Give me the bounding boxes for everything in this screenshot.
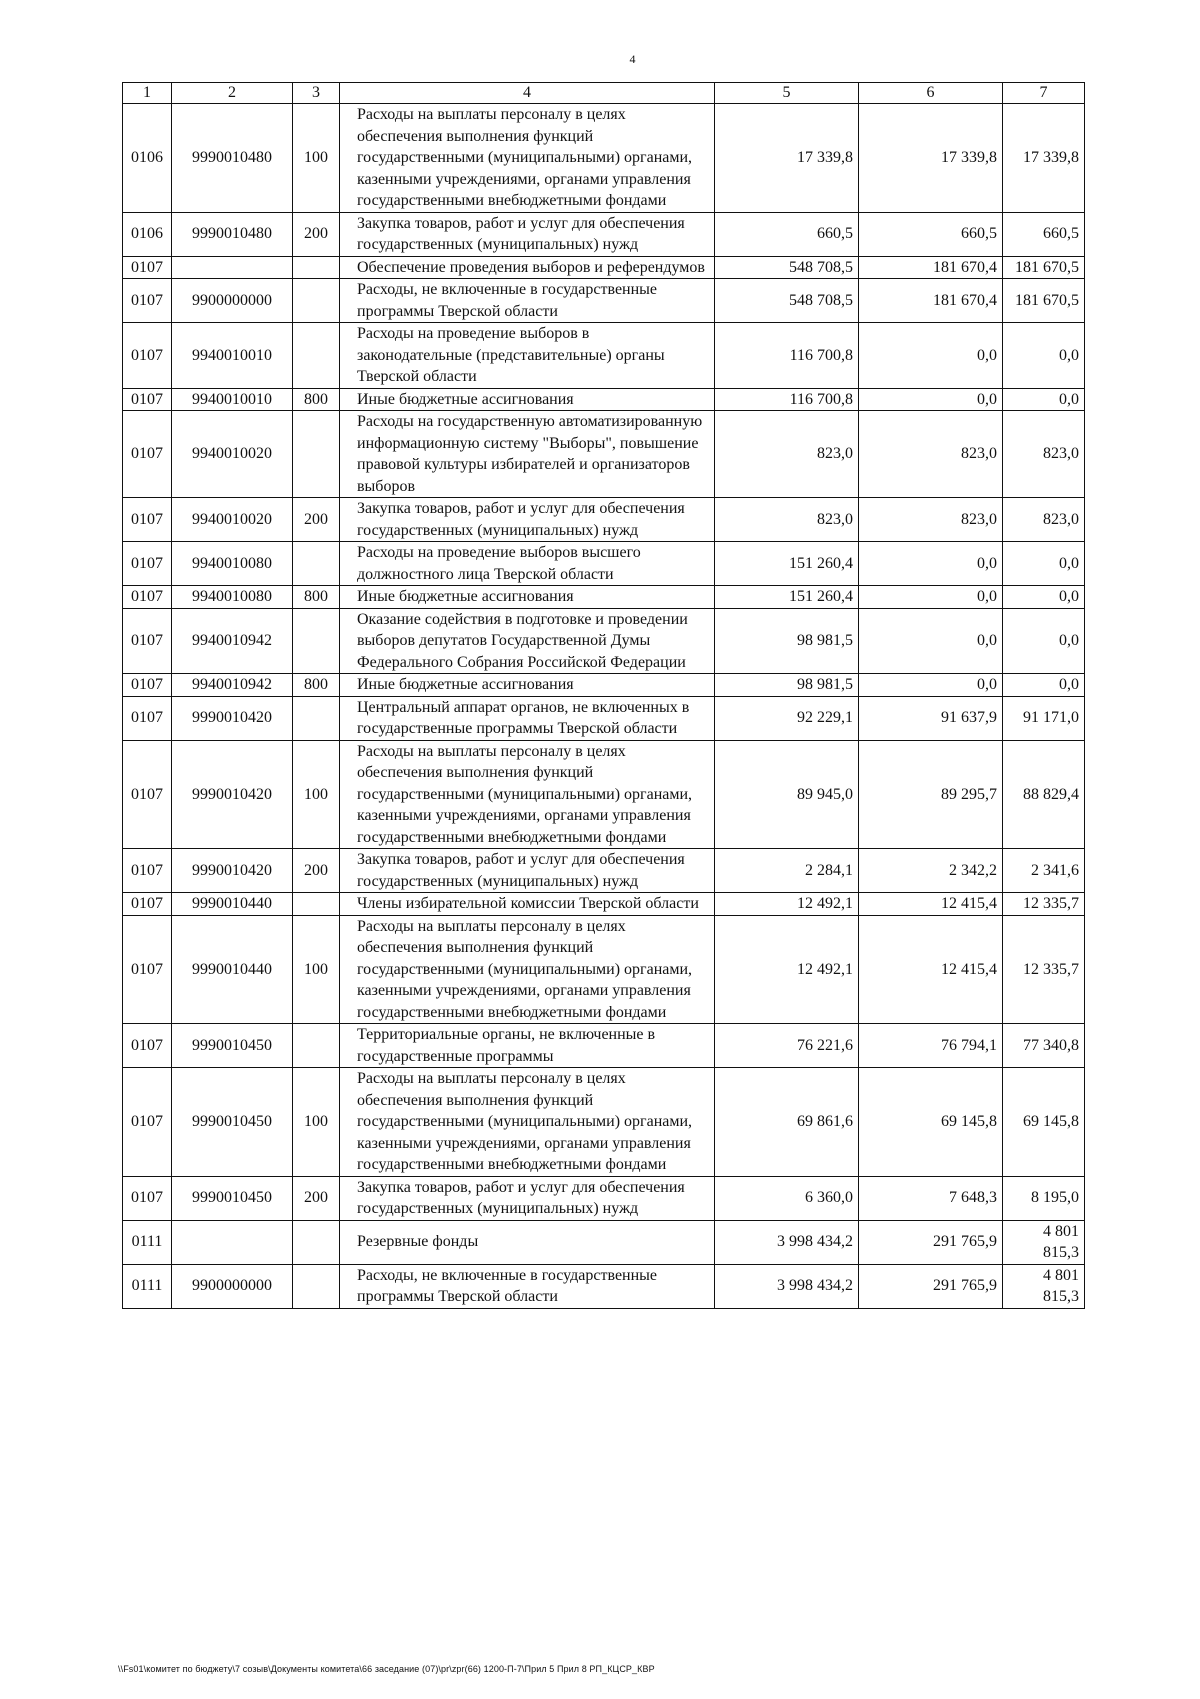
- target-article-cell: [172, 256, 293, 279]
- amount-cell-col7: 181 670,5: [1003, 279, 1085, 323]
- expense-type-cell: [293, 893, 340, 916]
- description-cell: Иные бюджетные ассигнования: [340, 674, 715, 697]
- expense-type-cell: [293, 1264, 340, 1308]
- description-cell: Расходы на выплаты персоналу в целях обеспечения выполнения функций государственными (муниципальными) органами, казенными учреждениями, органами управления государственными внебюджетными фондами: [340, 915, 715, 1024]
- description-cell: Расходы на проведение выборов в законодательные (представительные) органы Тверской области: [340, 323, 715, 389]
- table-header-row: [123, 83, 1085, 104]
- amount-cell-col7: 0,0: [1003, 608, 1085, 674]
- section-code-cell: 0107: [123, 323, 172, 389]
- amount-cell-col6: 291 765,9: [859, 1264, 1003, 1308]
- target-article-cell: 9990010420: [172, 849, 293, 893]
- section-code-cell: 0111: [123, 1220, 172, 1264]
- amount-cell-col6: 76 794,1: [859, 1024, 1003, 1068]
- target-article-cell: 9940010080: [172, 586, 293, 609]
- target-article-cell: 9990010450: [172, 1176, 293, 1220]
- expense-type-cell: 800: [293, 586, 340, 609]
- description-cell: Иные бюджетные ассигнования: [340, 388, 715, 411]
- amount-cell-col5: 548 708,5: [715, 256, 859, 279]
- amount-cell-col6: 69 145,8: [859, 1068, 1003, 1177]
- table-row: [123, 915, 1085, 1024]
- amount-cell-col6: 12 415,4: [859, 915, 1003, 1024]
- amount-cell-col6: 0,0: [859, 542, 1003, 586]
- amount-cell-col6: 181 670,4: [859, 279, 1003, 323]
- expense-type-cell: 200: [293, 1176, 340, 1220]
- amount-cell-col5: 660,5: [715, 212, 859, 256]
- target-article-cell: 9940010010: [172, 388, 293, 411]
- amount-cell-col7: 0,0: [1003, 674, 1085, 697]
- expense-type-cell: [293, 696, 340, 740]
- target-article-cell: 9900000000: [172, 279, 293, 323]
- column-header: 4: [340, 83, 715, 104]
- expense-type-cell: [293, 411, 340, 498]
- amount-cell-col5: 116 700,8: [715, 388, 859, 411]
- expense-type-cell: [293, 279, 340, 323]
- amount-cell-col7: 823,0: [1003, 498, 1085, 542]
- description-cell: Расходы на выплаты персоналу в целях обеспечения выполнения функций государственными (муниципальными) органами, казенными учреждениями, органами управления государственными внебюджетными фондами: [340, 740, 715, 849]
- description-cell: Члены избирательной комиссии Тверской области: [340, 893, 715, 916]
- section-code-cell: 0107: [123, 498, 172, 542]
- table-row: [123, 1264, 1085, 1308]
- amount-cell-col6: 89 295,7: [859, 740, 1003, 849]
- table-row: [123, 740, 1085, 849]
- expense-type-cell: 100: [293, 1068, 340, 1177]
- section-code-cell: 0107: [123, 893, 172, 916]
- expense-type-cell: 200: [293, 212, 340, 256]
- amount-cell-col7: 12 335,7: [1003, 915, 1085, 1024]
- amount-cell-col6: 660,5: [859, 212, 1003, 256]
- file-path-footer: \\Fs01\комитет по бюджету\7 созыв\Документы комитета\66 заседание (07)\pr\zpr(66) 1200-П-7\Прил 5 Прил 8 РП_КЦСР_КВР: [118, 1664, 655, 1674]
- description-cell: Оказание содействия в подготовке и проведении выборов депутатов Государственной Думы Федерального Собрания Российской Федерации: [340, 608, 715, 674]
- page-number: 4: [629, 52, 636, 66]
- section-code-cell: 0107: [123, 740, 172, 849]
- table-row: [123, 256, 1085, 279]
- table-row: [123, 212, 1085, 256]
- amount-cell-col6: 17 339,8: [859, 104, 1003, 213]
- amount-cell-col5: 76 221,6: [715, 1024, 859, 1068]
- table-row: [123, 498, 1085, 542]
- description-cell: Иные бюджетные ассигнования: [340, 586, 715, 609]
- column-header: 2: [172, 83, 293, 104]
- section-code-cell: 0107: [123, 411, 172, 498]
- description-cell: Расходы на проведение выборов высшего должностного лица Тверской области: [340, 542, 715, 586]
- column-header: 6: [859, 83, 1003, 104]
- amount-cell-col5: 12 492,1: [715, 915, 859, 1024]
- amount-cell-col7: 0,0: [1003, 586, 1085, 609]
- amount-cell-col6: 823,0: [859, 411, 1003, 498]
- section-code-cell: 0107: [123, 256, 172, 279]
- description-cell: Закупка товаров, работ и услуг для обеспечения государственных (муниципальных) нужд: [340, 849, 715, 893]
- section-code-cell: 0107: [123, 1024, 172, 1068]
- description-cell: Территориальные органы, не включенные в государственные программы: [340, 1024, 715, 1068]
- description-cell: Обеспечение проведения выборов и референдумов: [340, 256, 715, 279]
- table-row: [123, 323, 1085, 389]
- amount-cell-col6: 0,0: [859, 608, 1003, 674]
- amount-cell-col5: 98 981,5: [715, 608, 859, 674]
- target-article-cell: 9940010020: [172, 498, 293, 542]
- amount-cell-col5: 89 945,0: [715, 740, 859, 849]
- expense-type-cell: 800: [293, 674, 340, 697]
- table-row: [123, 608, 1085, 674]
- amount-cell-col6: 0,0: [859, 323, 1003, 389]
- description-cell: Резервные фонды: [340, 1220, 715, 1264]
- amount-cell-col7: 4 801 815,3: [1003, 1220, 1085, 1264]
- amount-cell-col5: 823,0: [715, 411, 859, 498]
- description-cell: Центральный аппарат органов, не включенных в государственные программы Тверской области: [340, 696, 715, 740]
- expense-type-cell: [293, 323, 340, 389]
- amount-cell-col6: 0,0: [859, 586, 1003, 609]
- table-row: [123, 1176, 1085, 1220]
- description-cell: Расходы, не включенные в государственные программы Тверской области: [340, 1264, 715, 1308]
- expense-type-cell: [293, 1024, 340, 1068]
- column-header: 7: [1003, 83, 1085, 104]
- section-code-cell: 0106: [123, 212, 172, 256]
- description-cell: Расходы на государственную автоматизированную информационную систему "Выборы", повышение правовой культуры избирателей и организаторов выборов: [340, 411, 715, 498]
- description-cell: Расходы, не включенные в государственные программы Тверской области: [340, 279, 715, 323]
- table-row: [123, 1024, 1085, 1068]
- table-row: [123, 1220, 1085, 1264]
- description-cell: Расходы на выплаты персоналу в целях обеспечения выполнения функций государственными (муниципальными) органами, казенными учреждениями, органами управления государственными внебюджетными фондами: [340, 104, 715, 213]
- amount-cell-col7: 77 340,8: [1003, 1024, 1085, 1068]
- section-code-cell: 0107: [123, 586, 172, 609]
- amount-cell-col7: 8 195,0: [1003, 1176, 1085, 1220]
- column-header: 3: [293, 83, 340, 104]
- column-header: 1: [123, 83, 172, 104]
- table-row: [123, 388, 1085, 411]
- expense-type-cell: 800: [293, 388, 340, 411]
- amount-cell-col6: 2 342,2: [859, 849, 1003, 893]
- amount-cell-col7: 660,5: [1003, 212, 1085, 256]
- description-cell: Закупка товаров, работ и услуг для обеспечения государственных (муниципальных) нужд: [340, 498, 715, 542]
- target-article-cell: 9940010080: [172, 542, 293, 586]
- amount-cell-col7: 2 341,6: [1003, 849, 1085, 893]
- section-code-cell: 0107: [123, 608, 172, 674]
- budget-table: [122, 82, 1085, 1309]
- expense-type-cell: 200: [293, 498, 340, 542]
- amount-cell-col6: 91 637,9: [859, 696, 1003, 740]
- target-article-cell: 9990010440: [172, 915, 293, 1024]
- table-row: [123, 893, 1085, 916]
- target-article-cell: 9990010480: [172, 104, 293, 213]
- table-row: [123, 849, 1085, 893]
- amount-cell-col6: 291 765,9: [859, 1220, 1003, 1264]
- expense-type-cell: [293, 542, 340, 586]
- amount-cell-col7: 91 171,0: [1003, 696, 1085, 740]
- section-code-cell: 0111: [123, 1264, 172, 1308]
- table-row: [123, 674, 1085, 697]
- amount-cell-col6: 0,0: [859, 674, 1003, 697]
- expense-type-cell: 100: [293, 104, 340, 213]
- section-code-cell: 0107: [123, 696, 172, 740]
- amount-cell-col5: 6 360,0: [715, 1176, 859, 1220]
- target-article-cell: 9900000000: [172, 1264, 293, 1308]
- expense-type-cell: [293, 608, 340, 674]
- target-article-cell: 9990010420: [172, 740, 293, 849]
- amount-cell-col6: 12 415,4: [859, 893, 1003, 916]
- description-cell: Закупка товаров, работ и услуг для обеспечения государственных (муниципальных) нужд: [340, 212, 715, 256]
- amount-cell-col5: 17 339,8: [715, 104, 859, 213]
- amount-cell-col7: 0,0: [1003, 323, 1085, 389]
- description-cell: Закупка товаров, работ и услуг для обеспечения государственных (муниципальных) нужд: [340, 1176, 715, 1220]
- section-code-cell: 0107: [123, 388, 172, 411]
- table-row: [123, 542, 1085, 586]
- target-article-cell: 9940010942: [172, 608, 293, 674]
- section-code-cell: 0107: [123, 1176, 172, 1220]
- amount-cell-col5: 548 708,5: [715, 279, 859, 323]
- amount-cell-col5: 151 260,4: [715, 586, 859, 609]
- section-code-cell: 0107: [123, 674, 172, 697]
- amount-cell-col6: 7 648,3: [859, 1176, 1003, 1220]
- table-row: [123, 104, 1085, 213]
- table-row: [123, 279, 1085, 323]
- target-article-cell: [172, 1220, 293, 1264]
- amount-cell-col5: 151 260,4: [715, 542, 859, 586]
- section-code-cell: 0107: [123, 279, 172, 323]
- table-body: [123, 104, 1085, 1309]
- amount-cell-col6: 823,0: [859, 498, 1003, 542]
- target-article-cell: 9990010450: [172, 1024, 293, 1068]
- amount-cell-col5: 69 861,6: [715, 1068, 859, 1177]
- section-code-cell: 0107: [123, 1068, 172, 1177]
- table-row: [123, 411, 1085, 498]
- amount-cell-col7: 88 829,4: [1003, 740, 1085, 849]
- target-article-cell: 9940010942: [172, 674, 293, 697]
- description-cell: Расходы на выплаты персоналу в целях обеспечения выполнения функций государственными (муниципальными) органами, казенными учреждениями, органами управления государственными внебюджетными фондами: [340, 1068, 715, 1177]
- amount-cell-col6: 0,0: [859, 388, 1003, 411]
- target-article-cell: 9990010440: [172, 893, 293, 916]
- table-row: [123, 696, 1085, 740]
- target-article-cell: 9990010480: [172, 212, 293, 256]
- amount-cell-col5: 3 998 434,2: [715, 1264, 859, 1308]
- expense-type-cell: 100: [293, 740, 340, 849]
- table-row: [123, 586, 1085, 609]
- section-code-cell: 0106: [123, 104, 172, 213]
- table-row: [123, 1068, 1085, 1177]
- amount-cell-col6: 181 670,4: [859, 256, 1003, 279]
- amount-cell-col5: 823,0: [715, 498, 859, 542]
- section-code-cell: 0107: [123, 542, 172, 586]
- target-article-cell: 9940010020: [172, 411, 293, 498]
- expense-type-cell: [293, 1220, 340, 1264]
- expense-type-cell: 200: [293, 849, 340, 893]
- target-article-cell: 9990010450: [172, 1068, 293, 1177]
- amount-cell-col5: 98 981,5: [715, 674, 859, 697]
- amount-cell-col5: 2 284,1: [715, 849, 859, 893]
- target-article-cell: 9990010420: [172, 696, 293, 740]
- section-code-cell: 0107: [123, 915, 172, 1024]
- amount-cell-col7: 181 670,5: [1003, 256, 1085, 279]
- amount-cell-col7: 17 339,8: [1003, 104, 1085, 213]
- amount-cell-col5: 3 998 434,2: [715, 1220, 859, 1264]
- amount-cell-col7: 0,0: [1003, 388, 1085, 411]
- amount-cell-col7: 0,0: [1003, 542, 1085, 586]
- amount-cell-col7: 4 801 815,3: [1003, 1264, 1085, 1308]
- amount-cell-col7: 69 145,8: [1003, 1068, 1085, 1177]
- column-header: 5: [715, 83, 859, 104]
- amount-cell-col5: 92 229,1: [715, 696, 859, 740]
- amount-cell-col7: 823,0: [1003, 411, 1085, 498]
- section-code-cell: 0107: [123, 849, 172, 893]
- expense-type-cell: [293, 256, 340, 279]
- amount-cell-col7: 12 335,7: [1003, 893, 1085, 916]
- expense-type-cell: 100: [293, 915, 340, 1024]
- amount-cell-col5: 116 700,8: [715, 323, 859, 389]
- target-article-cell: 9940010010: [172, 323, 293, 389]
- amount-cell-col5: 12 492,1: [715, 893, 859, 916]
